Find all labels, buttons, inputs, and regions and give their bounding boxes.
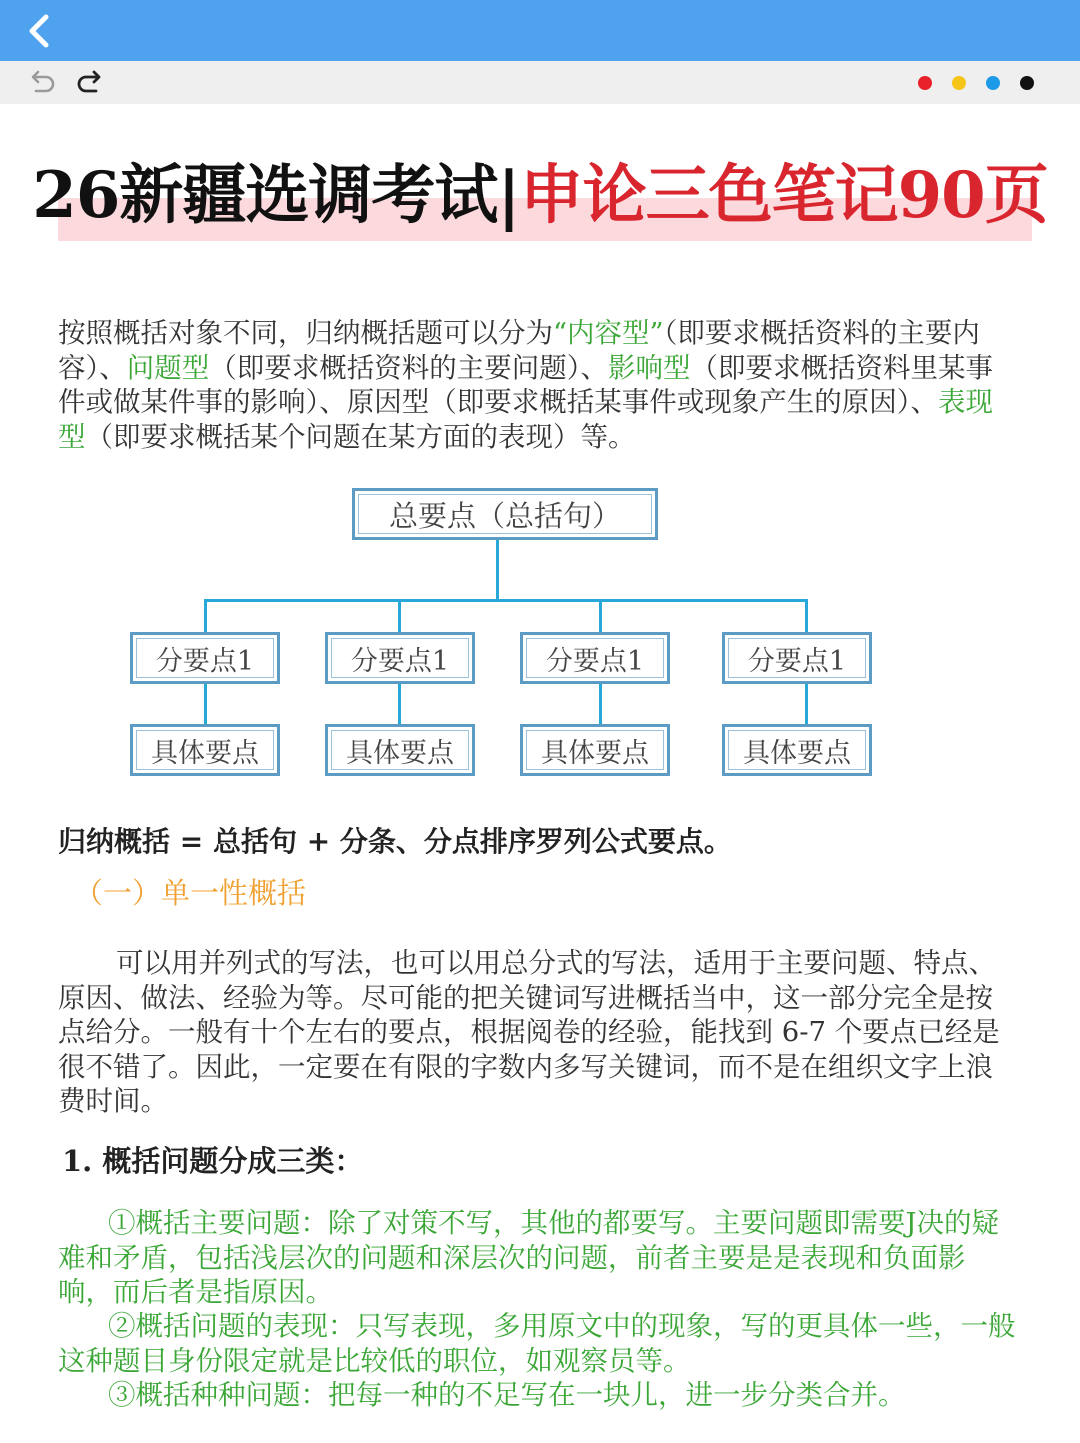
detail-label-1: 具体要点	[151, 737, 259, 769]
connector-detail-2	[398, 682, 401, 724]
color-dot-blue[interactable]	[986, 76, 1000, 90]
root-box	[352, 488, 658, 540]
detail-label-3: 具体要点	[541, 737, 649, 769]
detail-box-2	[325, 724, 475, 776]
root-label: 总要点（总括句）	[388, 498, 621, 533]
redo-icon[interactable]	[74, 67, 106, 99]
intro-text-1: 按照概括对象不同，归纳概括题可以分为	[58, 317, 553, 349]
intro-green-2: 问题型	[126, 351, 210, 384]
branch-label-1: 分要点1	[155, 645, 255, 677]
branch-label-2: 分要点1	[350, 645, 450, 677]
detail-label-4: 具体要点	[743, 737, 851, 769]
connector-detail-1	[204, 682, 207, 724]
intro-text-4: （即要求概括资料里某事件或做某件事的影响）、原因型（即要求概括某事件或现象产生的原因）、	[58, 351, 993, 418]
title-red-part: 申论三色笔记90页	[519, 158, 1048, 233]
connector-branch-4	[805, 599, 808, 633]
detail-label-2: 具体要点	[346, 737, 454, 769]
top-bar	[0, 0, 1080, 61]
green-item-2: ②概括问题的表现：只写表现，多用原文中的现象，写的更具体一些，一般这种题目身份限定就是比较低的职位，如观察员等。	[58, 1310, 1016, 1377]
section-heading: （一）单一性概括	[74, 876, 307, 910]
connector-branch-2	[398, 599, 401, 633]
intro-paragraph	[58, 316, 1020, 454]
green-item-3: ③概括种种问题：把每一种的不足写在一块儿，进一步分类合并。	[108, 1379, 906, 1411]
intro-green-3: 影响型	[608, 351, 691, 384]
branch-label-3: 分要点1	[545, 645, 645, 677]
body-paragraph: 可以用并列式的写法，也可以用总分式的写法，适用于主要问题、特点、原因、做法、经验为等。尽可能的把关键词写进概括当中，这一部分完全是按点给分。一般有十个左右的要点，根据阅卷的经验，能找到 6-7 个要点已经是很不错了。因此，一定要在有限的字数内多写关键词，而不是在组织文字上浪费时间。	[58, 947, 1000, 1117]
branch-box-1	[130, 632, 280, 684]
branch-box-4	[722, 632, 872, 684]
connector-horizontal	[204, 599, 808, 602]
connector-detail-4	[805, 682, 808, 724]
branch-label-4: 分要点1	[747, 645, 847, 677]
detail-box-3	[520, 724, 670, 776]
intro-text-2: （即要求概括资料的主要内容）、	[58, 317, 980, 384]
undo-icon[interactable]	[26, 67, 58, 99]
intro-text-5: （即要求概括某个问题在某方面的表现）等。	[85, 420, 636, 453]
summary-tree-diagram	[120, 486, 890, 786]
detail-box-1	[130, 724, 280, 776]
back-icon[interactable]	[18, 9, 62, 53]
title-black-part: 26新疆选调考试|	[32, 158, 520, 233]
subheading: 1. 概括问题分成三类：	[62, 1144, 364, 1178]
detail-box-4	[722, 724, 872, 776]
color-dot-red[interactable]	[918, 76, 932, 90]
intro-green-4: 表现型	[58, 386, 993, 453]
connector-detail-3	[599, 682, 602, 724]
connector-branch-3	[599, 599, 602, 633]
page-title	[0, 158, 1080, 234]
intro-text-3: （即要求概括资料的主要问题）、	[209, 351, 608, 384]
formula-line: 归纳概括 = 总括句 + 分条、分点排序罗列公式要点。	[58, 825, 732, 858]
connector-branch-1	[204, 599, 207, 633]
branch-box-3	[520, 632, 670, 684]
color-dot-black[interactable]	[1020, 76, 1034, 90]
green-item-1: ①概括主要问题：除了对策不写，其他的都要写。主要问题即需要J决的疑难和矛盾，包括浅层次的问题和深层次的问题，前者主要是是表现和负面影响，而后者是指原因。	[58, 1207, 1000, 1308]
color-dot-yellow[interactable]	[952, 76, 966, 90]
intro-green-1: “内容型”	[553, 317, 664, 349]
branch-box-2	[325, 632, 475, 684]
connector-root	[496, 538, 499, 600]
